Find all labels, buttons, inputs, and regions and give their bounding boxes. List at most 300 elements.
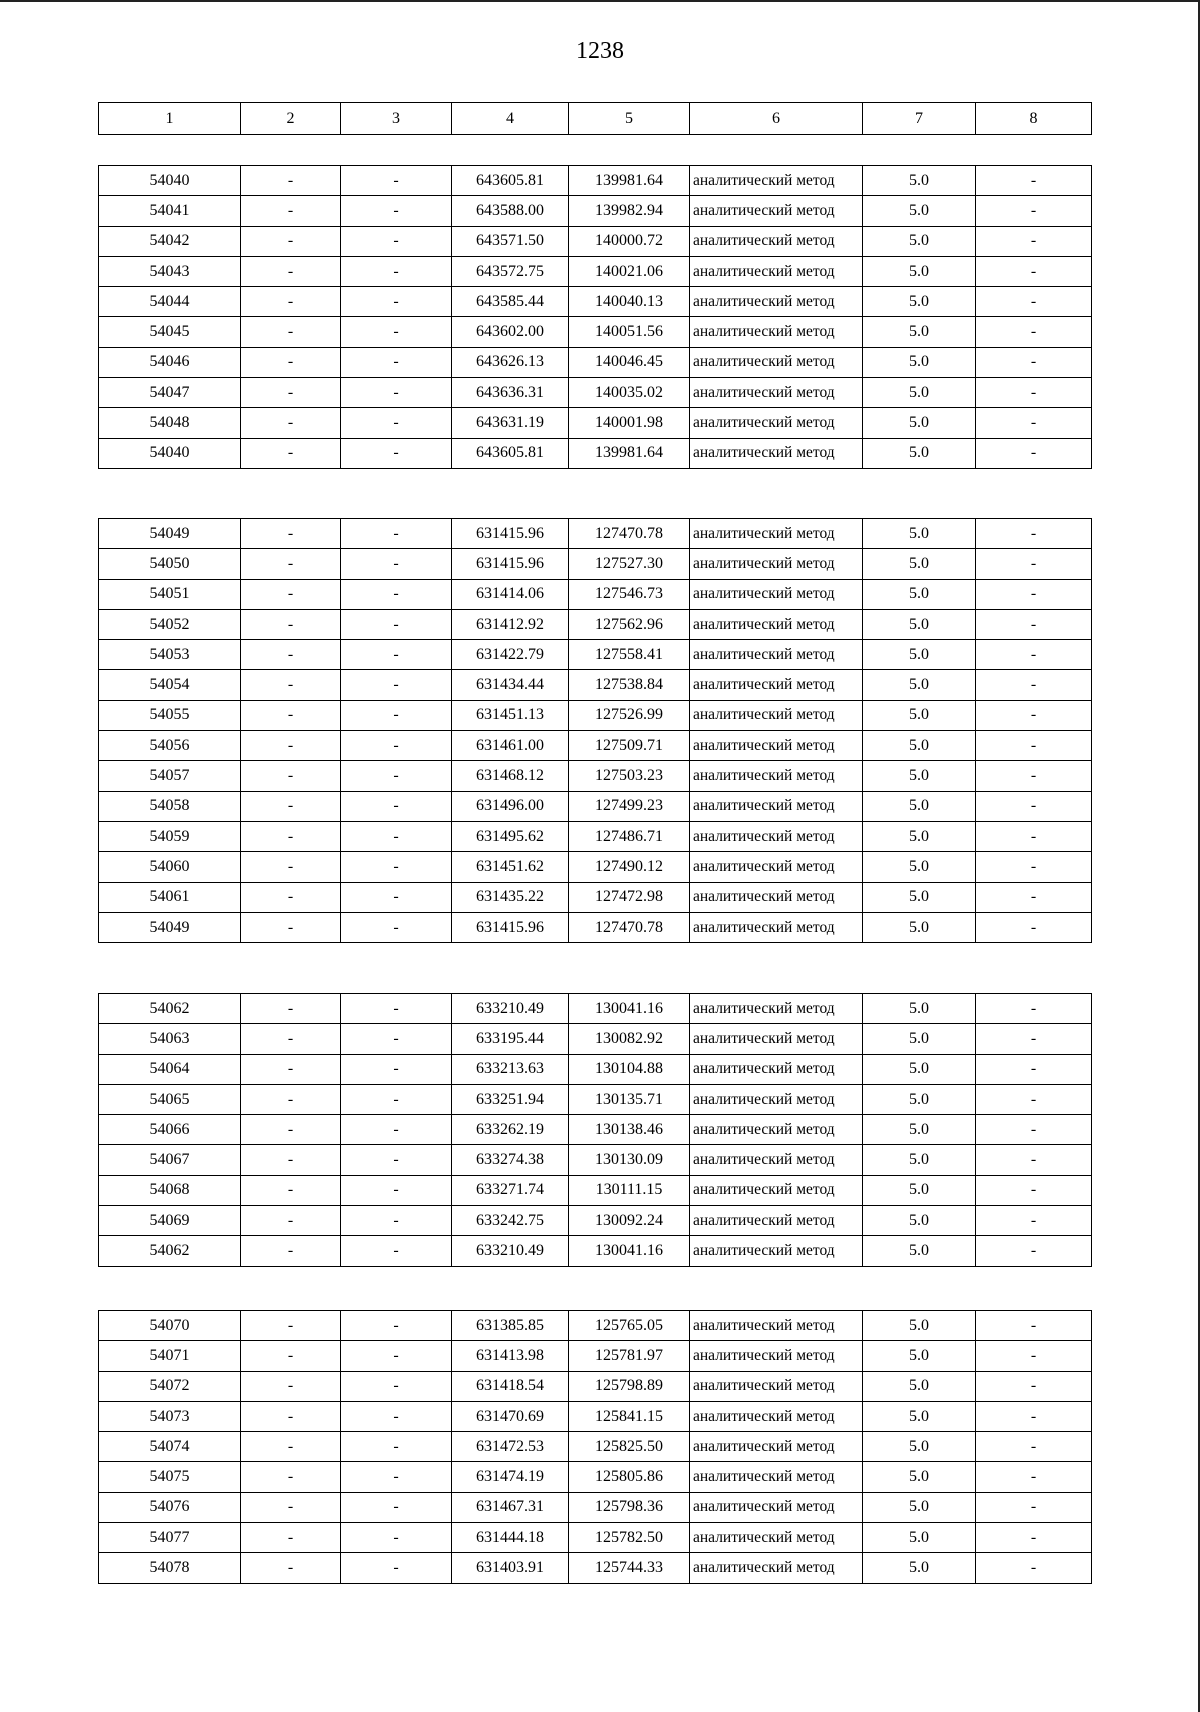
col8-cell: - — [976, 196, 1092, 226]
x-coordinate-cell: 631412.92 — [452, 609, 569, 639]
accuracy-cell: 5.0 — [863, 640, 976, 670]
y-coordinate-cell: 125782.50 — [569, 1523, 690, 1553]
table-row — [99, 852, 1092, 882]
col3-cell: - — [341, 1341, 452, 1371]
accuracy-cell: 5.0 — [863, 1553, 976, 1583]
accuracy-cell: 5.0 — [863, 912, 976, 942]
y-coordinate-cell: 139981.64 — [569, 166, 690, 196]
table-row — [99, 761, 1092, 791]
col3-cell: - — [341, 731, 452, 761]
y-coordinate-cell: 140051.56 — [569, 317, 690, 347]
method-cell: аналитический метод — [690, 519, 863, 549]
table-row — [99, 1371, 1092, 1401]
x-coordinate-cell: 643605.81 — [452, 438, 569, 468]
method-cell: аналитический метод — [690, 1492, 863, 1522]
col3-cell: - — [341, 1206, 452, 1236]
y-coordinate-cell: 139981.64 — [569, 438, 690, 468]
col3-cell: - — [341, 519, 452, 549]
column-header-1: 1 — [99, 103, 241, 135]
point-number-cell: 54076 — [99, 1492, 241, 1522]
point-number-cell: 54066 — [99, 1115, 241, 1145]
x-coordinate-cell: 643572.75 — [452, 256, 569, 286]
col2-cell: - — [241, 1523, 341, 1553]
col2-cell: - — [241, 317, 341, 347]
col3-cell: - — [341, 1145, 452, 1175]
y-coordinate-cell: 130138.46 — [569, 1115, 690, 1145]
accuracy-cell: 5.0 — [863, 821, 976, 851]
point-number-cell: 54055 — [99, 700, 241, 730]
col3-cell: - — [341, 1462, 452, 1492]
point-number-cell: 54052 — [99, 609, 241, 639]
accuracy-cell: 5.0 — [863, 579, 976, 609]
col3-cell: - — [341, 700, 452, 730]
point-number-cell: 54046 — [99, 347, 241, 377]
column-header-2: 2 — [241, 103, 341, 135]
accuracy-cell: 5.0 — [863, 609, 976, 639]
accuracy-cell: 5.0 — [863, 549, 976, 579]
method-cell: аналитический метод — [690, 791, 863, 821]
y-coordinate-cell: 125841.15 — [569, 1401, 690, 1431]
col2-cell: - — [241, 1311, 341, 1341]
col8-cell: - — [976, 438, 1092, 468]
method-cell: аналитический метод — [690, 912, 863, 942]
col2-cell: - — [241, 196, 341, 226]
col8-cell: - — [976, 1341, 1092, 1371]
point-number-cell: 54049 — [99, 519, 241, 549]
col3-cell: - — [341, 1024, 452, 1054]
column-header-6: 6 — [690, 103, 863, 135]
method-cell: аналитический метод — [690, 317, 863, 347]
x-coordinate-cell: 631415.96 — [452, 549, 569, 579]
accuracy-cell: 5.0 — [863, 287, 976, 317]
accuracy-cell: 5.0 — [863, 1492, 976, 1522]
x-coordinate-cell: 631451.13 — [452, 700, 569, 730]
col2-cell: - — [241, 1115, 341, 1145]
accuracy-cell: 5.0 — [863, 166, 976, 196]
point-number-cell: 54041 — [99, 196, 241, 226]
col8-cell: - — [976, 609, 1092, 639]
y-coordinate-cell: 127470.78 — [569, 912, 690, 942]
col3-cell: - — [341, 1492, 452, 1522]
col3-cell: - — [341, 1523, 452, 1553]
accuracy-cell: 5.0 — [863, 731, 976, 761]
col8-cell: - — [976, 852, 1092, 882]
col3-cell: - — [341, 1084, 452, 1114]
x-coordinate-cell: 643571.50 — [452, 226, 569, 256]
y-coordinate-cell: 127490.12 — [569, 852, 690, 882]
col8-cell: - — [976, 821, 1092, 851]
col8-cell: - — [976, 1206, 1092, 1236]
x-coordinate-cell: 631422.79 — [452, 640, 569, 670]
y-coordinate-cell: 130135.71 — [569, 1084, 690, 1114]
col3-cell: - — [341, 1401, 452, 1431]
col8-cell: - — [976, 1236, 1092, 1266]
col3-cell: - — [341, 1553, 452, 1583]
method-cell: аналитический метод — [690, 549, 863, 579]
x-coordinate-cell: 631435.22 — [452, 882, 569, 912]
col2-cell: - — [241, 408, 341, 438]
col8-cell: - — [976, 882, 1092, 912]
y-coordinate-cell: 140021.06 — [569, 256, 690, 286]
coordinates-table-block-1 — [98, 165, 1092, 469]
point-number-cell: 54047 — [99, 378, 241, 408]
x-coordinate-cell: 633262.19 — [452, 1115, 569, 1145]
accuracy-cell: 5.0 — [863, 1462, 976, 1492]
accuracy-cell: 5.0 — [863, 1341, 976, 1371]
method-cell: аналитический метод — [690, 821, 863, 851]
method-cell: аналитический метод — [690, 347, 863, 377]
col8-cell: - — [976, 166, 1092, 196]
table-row — [99, 1236, 1092, 1266]
y-coordinate-cell: 127538.84 — [569, 670, 690, 700]
column-header-7: 7 — [863, 103, 976, 135]
x-coordinate-cell: 631413.98 — [452, 1341, 569, 1371]
accuracy-cell: 5.0 — [863, 1206, 976, 1236]
col3-cell: - — [341, 408, 452, 438]
point-number-cell: 54058 — [99, 791, 241, 821]
col8-cell: - — [976, 1175, 1092, 1205]
col8-cell: - — [976, 1024, 1092, 1054]
table-row — [99, 519, 1092, 549]
point-number-cell: 54064 — [99, 1054, 241, 1084]
col8-cell: - — [976, 731, 1092, 761]
point-number-cell: 54051 — [99, 579, 241, 609]
point-number-cell: 54049 — [99, 912, 241, 942]
y-coordinate-cell: 127486.71 — [569, 821, 690, 851]
col8-cell: - — [976, 1145, 1092, 1175]
col8-cell: - — [976, 1523, 1092, 1553]
col2-cell: - — [241, 731, 341, 761]
method-cell: аналитический метод — [690, 196, 863, 226]
col8-cell: - — [976, 226, 1092, 256]
col3-cell: - — [341, 1311, 452, 1341]
col2-cell: - — [241, 438, 341, 468]
table-row — [99, 347, 1092, 377]
col3-cell: - — [341, 1115, 452, 1145]
col3-cell: - — [341, 912, 452, 942]
y-coordinate-cell: 127558.41 — [569, 640, 690, 670]
point-number-cell: 54054 — [99, 670, 241, 700]
col3-cell: - — [341, 549, 452, 579]
col8-cell: - — [976, 640, 1092, 670]
point-number-cell: 54070 — [99, 1311, 241, 1341]
point-number-cell: 54048 — [99, 408, 241, 438]
accuracy-cell: 5.0 — [863, 1115, 976, 1145]
method-cell: аналитический метод — [690, 1462, 863, 1492]
table-row — [99, 1024, 1092, 1054]
accuracy-cell: 5.0 — [863, 347, 976, 377]
col8-cell: - — [976, 761, 1092, 791]
col3-cell: - — [341, 347, 452, 377]
accuracy-cell: 5.0 — [863, 761, 976, 791]
y-coordinate-cell: 130104.88 — [569, 1054, 690, 1084]
y-coordinate-cell: 130130.09 — [569, 1145, 690, 1175]
table-row — [99, 912, 1092, 942]
y-coordinate-cell: 125765.05 — [569, 1311, 690, 1341]
method-cell: аналитический метод — [690, 1115, 863, 1145]
point-number-cell: 54063 — [99, 1024, 241, 1054]
x-coordinate-cell: 643605.81 — [452, 166, 569, 196]
col8-cell: - — [976, 670, 1092, 700]
y-coordinate-cell: 125798.89 — [569, 1371, 690, 1401]
accuracy-cell: 5.0 — [863, 1236, 976, 1266]
table-row — [99, 317, 1092, 347]
method-cell: аналитический метод — [690, 1236, 863, 1266]
col8-cell: - — [976, 549, 1092, 579]
table-row — [99, 408, 1092, 438]
col8-cell: - — [976, 1462, 1092, 1492]
accuracy-cell: 5.0 — [863, 226, 976, 256]
col8-cell: - — [976, 1311, 1092, 1341]
col2-cell: - — [241, 1024, 341, 1054]
table-row — [99, 1115, 1092, 1145]
col3-cell: - — [341, 882, 452, 912]
x-coordinate-cell: 631472.53 — [452, 1432, 569, 1462]
x-coordinate-cell: 631403.91 — [452, 1553, 569, 1583]
point-number-cell: 54050 — [99, 549, 241, 579]
method-cell: аналитический метод — [690, 1553, 863, 1583]
coordinates-table-block-2 — [98, 518, 1092, 943]
method-cell: аналитический метод — [690, 731, 863, 761]
table-row — [99, 1084, 1092, 1114]
col8-cell: - — [976, 700, 1092, 730]
table-row — [99, 1206, 1092, 1236]
col3-cell: - — [341, 761, 452, 791]
point-number-cell: 54071 — [99, 1341, 241, 1371]
col3-cell: - — [341, 378, 452, 408]
table-row — [99, 579, 1092, 609]
method-cell: аналитический метод — [690, 1432, 863, 1462]
col8-cell: - — [976, 579, 1092, 609]
col3-cell: - — [341, 438, 452, 468]
table-row — [99, 1432, 1092, 1462]
point-number-cell: 54060 — [99, 852, 241, 882]
table-row — [99, 821, 1092, 851]
col8-cell: - — [976, 1553, 1092, 1583]
x-coordinate-cell: 631385.85 — [452, 1311, 569, 1341]
method-cell: аналитический метод — [690, 1175, 863, 1205]
coordinates-table-block-4 — [98, 1310, 1092, 1584]
accuracy-cell: 5.0 — [863, 378, 976, 408]
method-cell: аналитический метод — [690, 1145, 863, 1175]
col2-cell: - — [241, 670, 341, 700]
col3-cell: - — [341, 196, 452, 226]
x-coordinate-cell: 631415.96 — [452, 519, 569, 549]
col8-cell: - — [976, 994, 1092, 1024]
col2-cell: - — [241, 1432, 341, 1462]
col2-cell: - — [241, 821, 341, 851]
table-row — [99, 378, 1092, 408]
col3-cell: - — [341, 1371, 452, 1401]
method-cell: аналитический метод — [690, 700, 863, 730]
table-row — [99, 609, 1092, 639]
col2-cell: - — [241, 1553, 341, 1583]
col8-cell: - — [976, 519, 1092, 549]
x-coordinate-cell: 643585.44 — [452, 287, 569, 317]
column-header-8: 8 — [976, 103, 1092, 135]
method-cell: аналитический метод — [690, 670, 863, 700]
column-header-table — [98, 102, 1092, 135]
x-coordinate-cell: 631461.00 — [452, 731, 569, 761]
x-coordinate-cell: 633213.63 — [452, 1054, 569, 1084]
x-coordinate-cell: 633195.44 — [452, 1024, 569, 1054]
y-coordinate-cell: 125744.33 — [569, 1553, 690, 1583]
table-row — [99, 1175, 1092, 1205]
table-row — [99, 196, 1092, 226]
method-cell: аналитический метод — [690, 994, 863, 1024]
col8-cell: - — [976, 1115, 1092, 1145]
x-coordinate-cell: 633251.94 — [452, 1084, 569, 1114]
col8-cell: - — [976, 1492, 1092, 1522]
point-number-cell: 54062 — [99, 994, 241, 1024]
x-coordinate-cell: 633210.49 — [452, 994, 569, 1024]
accuracy-cell: 5.0 — [863, 408, 976, 438]
accuracy-cell: 5.0 — [863, 852, 976, 882]
method-cell: аналитический метод — [690, 1523, 863, 1553]
coordinates-table-block-3 — [98, 993, 1092, 1267]
col2-cell: - — [241, 1054, 341, 1084]
point-number-cell: 54044 — [99, 287, 241, 317]
point-number-cell: 54040 — [99, 438, 241, 468]
col2-cell: - — [241, 287, 341, 317]
x-coordinate-cell: 633274.38 — [452, 1145, 569, 1175]
col8-cell: - — [976, 378, 1092, 408]
y-coordinate-cell: 127527.30 — [569, 549, 690, 579]
accuracy-cell: 5.0 — [863, 1084, 976, 1114]
method-cell: аналитический метод — [690, 1206, 863, 1236]
method-cell: аналитический метод — [690, 1084, 863, 1114]
point-number-cell: 54053 — [99, 640, 241, 670]
col3-cell: - — [341, 994, 452, 1024]
page-number: 1238 — [576, 38, 624, 64]
point-number-cell: 54075 — [99, 1462, 241, 1492]
accuracy-cell: 5.0 — [863, 670, 976, 700]
col8-cell: - — [976, 1054, 1092, 1084]
point-number-cell: 54068 — [99, 1175, 241, 1205]
x-coordinate-cell: 631414.06 — [452, 579, 569, 609]
y-coordinate-cell: 130041.16 — [569, 1236, 690, 1266]
point-number-cell: 54040 — [99, 166, 241, 196]
table-row — [99, 166, 1092, 196]
col2-cell: - — [241, 912, 341, 942]
accuracy-cell: 5.0 — [863, 196, 976, 226]
method-cell: аналитический метод — [690, 1054, 863, 1084]
point-number-cell: 54045 — [99, 317, 241, 347]
accuracy-cell: 5.0 — [863, 1024, 976, 1054]
x-coordinate-cell: 633210.49 — [452, 1236, 569, 1266]
col2-cell: - — [241, 1175, 341, 1205]
accuracy-cell: 5.0 — [863, 1371, 976, 1401]
column-header-4: 4 — [452, 103, 569, 135]
col3-cell: - — [341, 852, 452, 882]
column-header-row — [99, 103, 1092, 135]
method-cell: аналитический метод — [690, 609, 863, 639]
y-coordinate-cell: 130111.15 — [569, 1175, 690, 1205]
col8-cell: - — [976, 1084, 1092, 1114]
accuracy-cell: 5.0 — [863, 438, 976, 468]
y-coordinate-cell: 140000.72 — [569, 226, 690, 256]
col3-cell: - — [341, 1432, 452, 1462]
col8-cell: - — [976, 347, 1092, 377]
method-cell: аналитический метод — [690, 882, 863, 912]
col3-cell: - — [341, 287, 452, 317]
col8-cell: - — [976, 1432, 1092, 1462]
y-coordinate-cell: 130092.24 — [569, 1206, 690, 1236]
method-cell: аналитический метод — [690, 1311, 863, 1341]
accuracy-cell: 5.0 — [863, 1311, 976, 1341]
method-cell: аналитический метод — [690, 761, 863, 791]
y-coordinate-cell: 125798.36 — [569, 1492, 690, 1522]
col2-cell: - — [241, 791, 341, 821]
point-number-cell: 54042 — [99, 226, 241, 256]
accuracy-cell: 5.0 — [863, 1145, 976, 1175]
x-coordinate-cell: 631444.18 — [452, 1523, 569, 1553]
accuracy-cell: 5.0 — [863, 882, 976, 912]
col2-cell: - — [241, 347, 341, 377]
col2-cell: - — [241, 1084, 341, 1114]
method-cell: аналитический метод — [690, 1371, 863, 1401]
col2-cell: - — [241, 519, 341, 549]
y-coordinate-cell: 140035.02 — [569, 378, 690, 408]
point-number-cell: 54065 — [99, 1084, 241, 1114]
method-cell: аналитический метод — [690, 166, 863, 196]
accuracy-cell: 5.0 — [863, 519, 976, 549]
table-row — [99, 1311, 1092, 1341]
point-number-cell: 54078 — [99, 1553, 241, 1583]
col2-cell: - — [241, 256, 341, 286]
x-coordinate-cell: 631418.54 — [452, 1371, 569, 1401]
y-coordinate-cell: 125825.50 — [569, 1432, 690, 1462]
point-number-cell: 54056 — [99, 731, 241, 761]
y-coordinate-cell: 140001.98 — [569, 408, 690, 438]
accuracy-cell: 5.0 — [863, 256, 976, 286]
col2-cell: - — [241, 852, 341, 882]
col8-cell: - — [976, 287, 1092, 317]
method-cell: аналитический метод — [690, 1024, 863, 1054]
method-cell: аналитический метод — [690, 579, 863, 609]
x-coordinate-cell: 633242.75 — [452, 1206, 569, 1236]
point-number-cell: 54073 — [99, 1401, 241, 1431]
col8-cell: - — [976, 408, 1092, 438]
col2-cell: - — [241, 166, 341, 196]
table-row — [99, 700, 1092, 730]
y-coordinate-cell: 127509.71 — [569, 731, 690, 761]
x-coordinate-cell: 643631.19 — [452, 408, 569, 438]
accuracy-cell: 5.0 — [863, 1054, 976, 1084]
col8-cell: - — [976, 791, 1092, 821]
y-coordinate-cell: 127472.98 — [569, 882, 690, 912]
col3-cell: - — [341, 791, 452, 821]
col3-cell: - — [341, 1236, 452, 1266]
y-coordinate-cell: 127470.78 — [569, 519, 690, 549]
point-number-cell: 54057 — [99, 761, 241, 791]
col3-cell: - — [341, 226, 452, 256]
col3-cell: - — [341, 166, 452, 196]
table-row — [99, 1553, 1092, 1583]
table-row — [99, 791, 1092, 821]
y-coordinate-cell: 130082.92 — [569, 1024, 690, 1054]
col2-cell: - — [241, 700, 341, 730]
table-row — [99, 438, 1092, 468]
y-coordinate-cell: 125781.97 — [569, 1341, 690, 1371]
column-header-5: 5 — [569, 103, 690, 135]
accuracy-cell: 5.0 — [863, 1432, 976, 1462]
col3-cell: - — [341, 609, 452, 639]
method-cell: аналитический метод — [690, 1341, 863, 1371]
point-number-cell: 54069 — [99, 1206, 241, 1236]
col3-cell: - — [341, 317, 452, 347]
col2-cell: - — [241, 378, 341, 408]
